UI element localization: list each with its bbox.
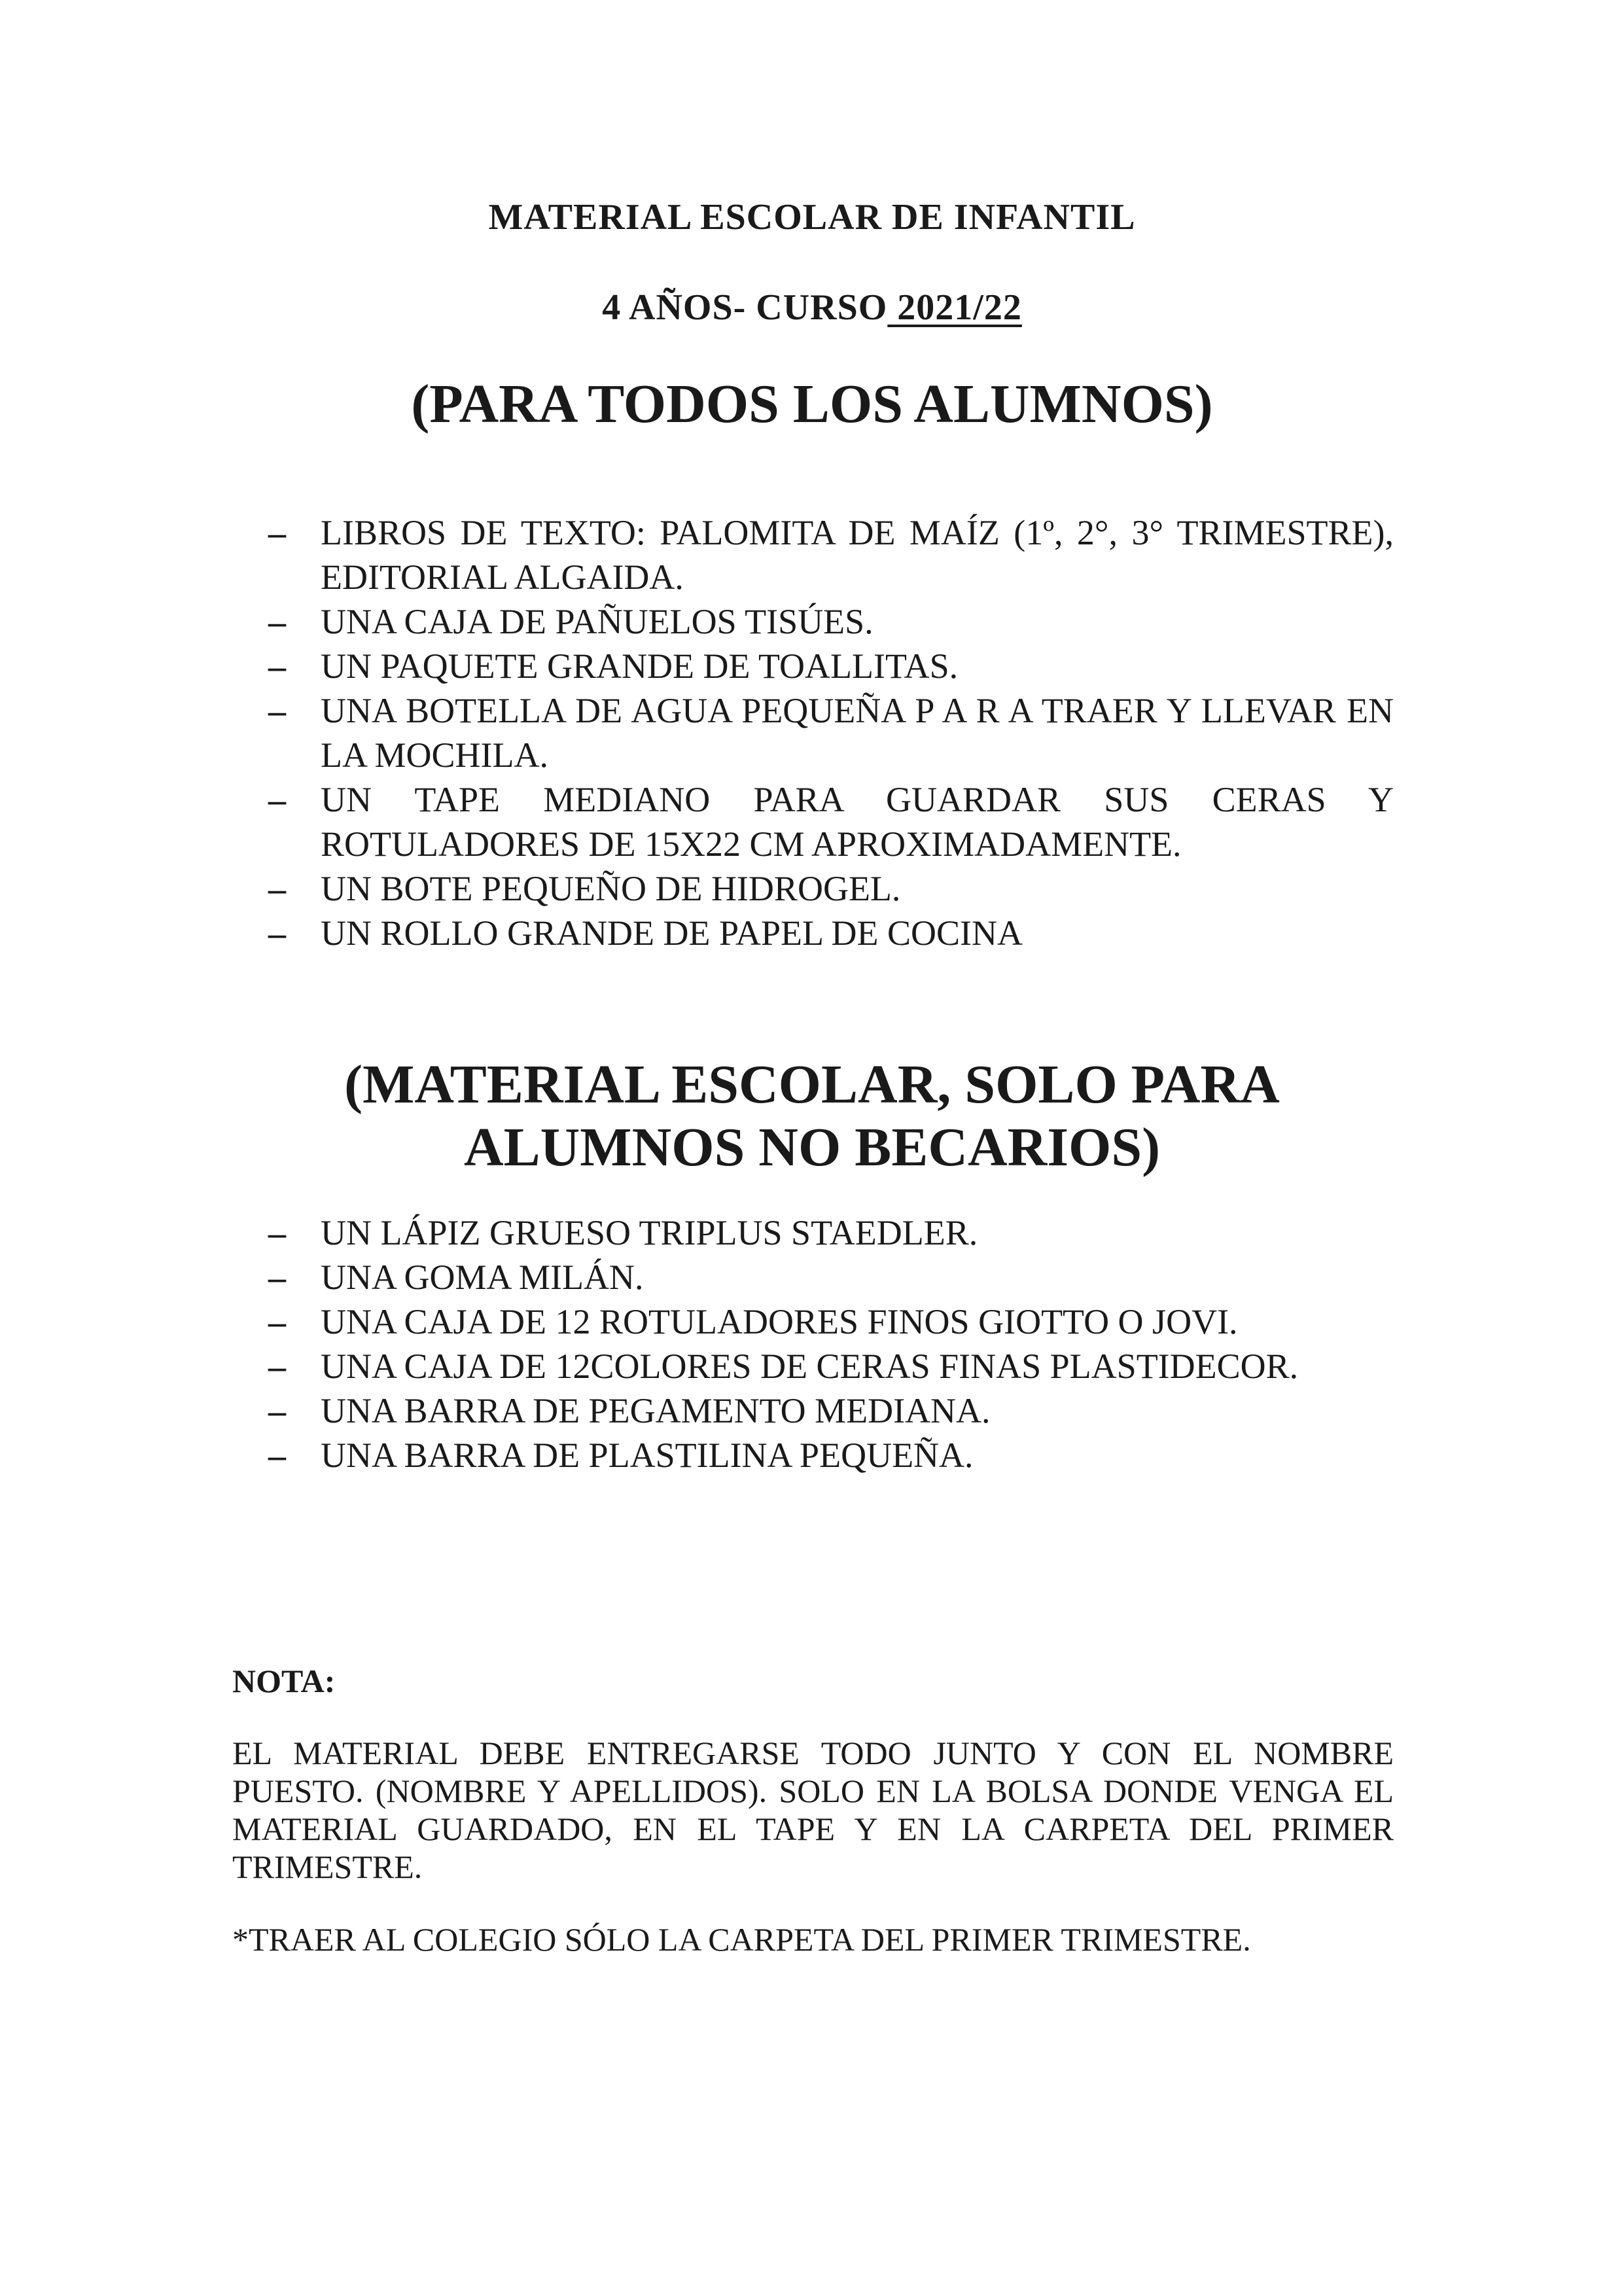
bullet-dash: – [268, 602, 286, 641]
list-item-text: UN LÁPIZ GRUESO TRIPLUS STAEDLER. [321, 1213, 978, 1252]
list-item-text: UNA BOTELLA DE AGUA PEQUEÑA P A R A TRAER Y LLEVAR EN LA MOCHILA. [321, 691, 1394, 775]
list-item [268, 911, 1394, 955]
bullet-dash: – [268, 1391, 286, 1430]
list-item-text: UNA CAJA DE 12 ROTULADORES FINOS GIOTTO O JOVI. [321, 1302, 1238, 1341]
list-item [268, 1299, 1394, 1344]
list-item [268, 1255, 1394, 1299]
list-item [268, 599, 1394, 644]
list-item [268, 1210, 1394, 1255]
section-no-becarios-heading-line2: ALUMNOS NO BECARIOS) [463, 1117, 1161, 1178]
bullet-dash: – [268, 1436, 286, 1475]
list-item-text: UNA BARRA DE PLASTILINA PEQUEÑA. [321, 1436, 974, 1475]
document-title [0, 196, 1624, 238]
bullet-dash: – [268, 691, 286, 730]
list-item [268, 510, 1394, 599]
list-item [268, 777, 1394, 866]
bullet-dash: – [268, 1302, 286, 1341]
bullet-dash: – [268, 869, 286, 908]
list-item [268, 1344, 1394, 1388]
list-item [268, 1388, 1394, 1433]
list-item [268, 644, 1394, 688]
course-prefix: 4 AÑOS- CURSO [602, 287, 888, 328]
course-year: 2021/22 [887, 287, 1022, 328]
list-item-text: UNA BARRA DE PEGAMENTO MEDIANA. [321, 1391, 991, 1430]
list-item-text: UNA GOMA MILÁN. [321, 1258, 644, 1297]
bullet-dash: – [268, 513, 286, 552]
list-item-text: UNA CAJA DE PAÑUELOS TISÚES. [321, 602, 874, 641]
list-item-text: UN ROLLO GRANDE DE PAPEL DE COCINA [321, 913, 1023, 953]
document-title-text: MATERIAL ESCOLAR DE INFANTIL [488, 197, 1136, 238]
list-item [268, 688, 1394, 777]
bullet-dash: – [268, 913, 286, 953]
section-no-becarios-heading [0, 1053, 1624, 1179]
bullet-dash: – [268, 780, 286, 819]
footnote: *TRAER AL COLEGIO SÓLO LA CARPETA DEL PRIMER TRIMESTRE. [232, 1921, 1251, 1958]
nota-text: EL MATERIAL DEBE ENTREGARSE TODO JUNTO Y CON EL NOMBRE PUESTO. (NOMBRE Y APELLIDOS). SOLO EN LA BOLSA DONDE VENGA EL MATERIAL GUARDADO, EN EL TAPE Y EN LA CARPETA DEL PRIMER TRIMESTRE. [232, 1735, 1394, 1885]
section-all-heading-text: (PARA TODOS LOS ALUMNOS) [411, 374, 1213, 434]
section-all-list [268, 510, 1394, 955]
section-no-becarios-heading-line1: (MATERIAL ESCOLAR, SOLO PARA [344, 1054, 1280, 1115]
bullet-dash: – [268, 1258, 286, 1297]
list-item [268, 866, 1394, 911]
list-item-text: UN TAPE MEDIANO PARA GUARDAR SUS CERAS Y ROTULADORES DE 15X22 CM APROXIMADAMENTE. [321, 780, 1394, 864]
list-item-text: LIBROS DE TEXTO: PALOMITA DE MAÍZ (1º, 2°, 3° TRIMESTRE), EDITORIAL ALGAIDA. [321, 513, 1394, 597]
list-item-text: UN PAQUETE GRANDE DE TOALLITAS. [321, 646, 959, 686]
section-no-becarios-list [268, 1210, 1394, 1477]
list-item-text: UNA CAJA DE 12COLORES DE CERAS FINAS PLASTIDECOR. [321, 1347, 1299, 1386]
course-line [0, 287, 1624, 328]
bullet-dash: – [268, 646, 286, 686]
list-item-text: UN BOTE PEQUEÑO DE HIDROGEL. [321, 869, 901, 908]
list-item [268, 1433, 1394, 1477]
bullet-dash: – [268, 1347, 286, 1386]
section-all-heading [0, 373, 1624, 436]
nota-label: NOTA: [232, 1663, 336, 1699]
bullet-dash: – [268, 1213, 286, 1252]
